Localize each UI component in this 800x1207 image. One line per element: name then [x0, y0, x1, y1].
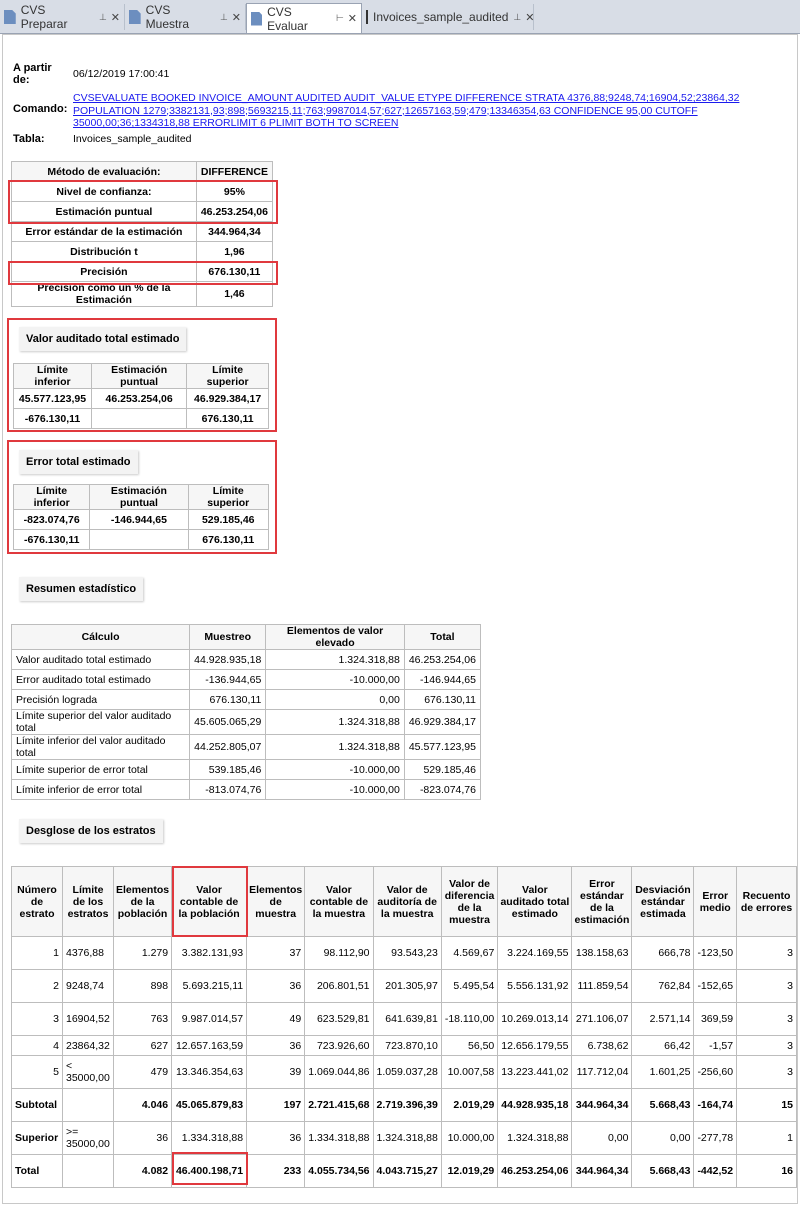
- column-header: Estimación puntual: [91, 364, 186, 389]
- table-cell: 37: [247, 937, 305, 970]
- row-value: 676.130,11: [196, 262, 272, 282]
- table-cell: Precisión lograda: [12, 690, 190, 710]
- table-cell: 233: [247, 1155, 305, 1188]
- table-cell: Límite superior de error total: [12, 760, 190, 780]
- table-row: [12, 780, 481, 800]
- table-cell: 2.571,14: [632, 1003, 694, 1036]
- row-value: 46.253.254,06: [196, 202, 272, 222]
- table-cell: 1.059.037,28: [373, 1056, 441, 1089]
- table-cell: 46.253.254,06: [404, 650, 480, 670]
- table-cell: 98.112,90: [305, 937, 373, 970]
- table-cell: 4376,88: [63, 937, 114, 970]
- table-cell: 46.400.198,71: [172, 1155, 247, 1188]
- total-row: [12, 1155, 797, 1188]
- table-cell: 39: [247, 1056, 305, 1089]
- table-cell: 723.926,60: [305, 1036, 373, 1056]
- table-cell: 138.158,63: [572, 937, 632, 970]
- row-label: Nivel de confianza:: [12, 182, 197, 202]
- table-cell: 2: [12, 970, 63, 1003]
- table-cell: 529.185,46: [188, 510, 268, 530]
- error-total-table: [13, 484, 269, 550]
- column-header: Límite inferior: [14, 485, 90, 510]
- table-row: [12, 182, 273, 202]
- tab-cvs-preparar[interactable]: [0, 4, 125, 30]
- pin-icon[interactable]: ⊥: [219, 11, 228, 22]
- table-cell: 0,00: [632, 1122, 694, 1155]
- row-value: 1,96: [196, 242, 272, 262]
- table-cell: 763: [114, 1003, 172, 1036]
- table-cell: 46.253.254,06: [91, 389, 186, 409]
- table-cell: 1.324.318,88: [266, 735, 405, 760]
- column-header: Estimación puntual: [90, 485, 188, 510]
- table-cell: [63, 1155, 114, 1188]
- table-cell: Subtotal: [12, 1089, 63, 1122]
- table-cell: 9248,74: [63, 970, 114, 1003]
- close-icon[interactable]: ✕: [231, 11, 241, 24]
- table-cell: 3: [737, 937, 797, 970]
- table-cell: 539.185,46: [190, 760, 266, 780]
- table-cell: 12.019,29: [441, 1155, 497, 1188]
- column-header: Elementos de la población: [114, 867, 172, 937]
- table-cell: 44.928.935,18: [190, 650, 266, 670]
- table-cell: 45.065.879,83: [172, 1089, 247, 1122]
- table-cell: 1.324.318,88: [266, 650, 405, 670]
- tab-label: Invoices_sample_audited: [373, 10, 509, 24]
- column-header: Límite superior: [187, 364, 269, 389]
- table-cell: -277,78: [694, 1122, 737, 1155]
- column-header: Cálculo: [12, 625, 190, 650]
- table-cell: 93.543,23: [373, 937, 441, 970]
- row-label: Precisión: [12, 262, 197, 282]
- table-cell: 10.000,00: [441, 1122, 497, 1155]
- table-cell: 2.721.415,68: [305, 1089, 373, 1122]
- table-cell: -10.000,00: [266, 760, 405, 780]
- table-row: [12, 1056, 797, 1089]
- table-cell: 4.043.715,27: [373, 1155, 441, 1188]
- table-cell: 0,00: [266, 690, 405, 710]
- superior-row: [12, 1122, 797, 1155]
- table-cell: 898: [114, 970, 172, 1003]
- table-header-row: [14, 485, 269, 510]
- tab-label: CVS Evaluar: [267, 4, 308, 33]
- table-cell: 479: [114, 1056, 172, 1089]
- table-cell: 46.253.254,06: [498, 1155, 572, 1188]
- row-label: Error estándar de la estimación: [12, 222, 197, 242]
- table-cell: 676.130,11: [190, 690, 266, 710]
- close-icon[interactable]: ✕: [347, 13, 357, 25]
- table-cell: 23864,32: [63, 1036, 114, 1056]
- table-cell: -676.130,11: [14, 409, 92, 429]
- column-header: Elementos de muestra: [247, 867, 305, 937]
- table-cell: 46.929.384,17: [187, 389, 269, 409]
- table-cell: 206.801,51: [305, 970, 373, 1003]
- table-cell: 2.019,29: [441, 1089, 497, 1122]
- subtotal-row: [12, 1089, 797, 1122]
- table-cell: 46.929.384,17: [404, 710, 480, 735]
- table-header-row: [12, 867, 797, 937]
- tab-invoices-sample-audited[interactable]: [362, 4, 534, 30]
- table-cell: -256,60: [694, 1056, 737, 1089]
- table-cell: 666,78: [632, 937, 694, 970]
- table-cell: 45.577.123,95: [14, 389, 92, 409]
- table-cell: 117.712,04: [572, 1056, 632, 1089]
- table-cell: 111.859,54: [572, 970, 632, 1003]
- table-cell: 762,84: [632, 970, 694, 1003]
- summary-title: Resumen estadístico: [19, 577, 143, 601]
- a-partir-label: A partir de:: [13, 62, 52, 86]
- table-cell: -146.944,65: [404, 670, 480, 690]
- table-cell: 197: [247, 1089, 305, 1122]
- table-cell: 271.106,07: [572, 1003, 632, 1036]
- table-cell: 44.928.935,18: [498, 1089, 572, 1122]
- table-cell: 3.224.169,55: [498, 937, 572, 970]
- table-cell: 5.556.131,92: [498, 970, 572, 1003]
- table-cell: [63, 1089, 114, 1122]
- evaluation-table: [11, 161, 273, 307]
- pin-icon[interactable]: ⊥: [513, 11, 522, 22]
- table-cell: 10.007,58: [441, 1056, 497, 1089]
- table-cell: Límite superior del valor auditado total: [12, 710, 190, 735]
- table-cell: 49: [247, 1003, 305, 1036]
- column-header: Recuento de errores: [737, 867, 797, 937]
- column-header: Error estándar de la estimación: [572, 867, 632, 937]
- table-cell: 16904,52: [63, 1003, 114, 1036]
- table-cell: 1.334.318,88: [305, 1122, 373, 1155]
- column-header: Límite de los estratos: [63, 867, 114, 937]
- table-cell: 641.639,81: [373, 1003, 441, 1036]
- strata-table: [11, 866, 797, 1188]
- close-icon[interactable]: ✕: [110, 11, 120, 24]
- table-cell: Límite inferior del valor auditado total: [12, 735, 190, 760]
- table-cell: 4.055.734,56: [305, 1155, 373, 1188]
- table-cell: -136.944,65: [190, 670, 266, 690]
- table-cell: 1.601,25: [632, 1056, 694, 1089]
- table-row: [12, 690, 481, 710]
- table-row: [12, 1003, 797, 1036]
- table-cell: 10.269.013,14: [498, 1003, 572, 1036]
- table-cell: 13.346.354,63: [172, 1056, 247, 1089]
- table-row: [12, 1036, 797, 1056]
- table-cell: Total: [12, 1155, 63, 1188]
- column-header: Valor de diferencia de la muestra: [441, 867, 497, 937]
- document-icon: [251, 12, 262, 26]
- table-cell: Valor auditado total estimado: [12, 650, 190, 670]
- row-label: Estimación puntual: [12, 202, 197, 222]
- table-cell: 4.082: [114, 1155, 172, 1188]
- column-header: Muestreo: [190, 625, 266, 650]
- column-header: Valor auditado total estimado: [498, 867, 572, 937]
- tab-label: CVS Muestra: [145, 3, 190, 31]
- table-cell: 3: [12, 1003, 63, 1036]
- table-row: [12, 937, 797, 970]
- column-header: Total: [404, 625, 480, 650]
- comando-label: Comando:: [13, 103, 68, 115]
- table-cell: 6.738,62: [572, 1036, 632, 1056]
- table-cell: 623.529,81: [305, 1003, 373, 1036]
- table-cell: 45.605.065,29: [190, 710, 266, 735]
- table-cell: 344.964,34: [572, 1155, 632, 1188]
- table-row: [14, 409, 269, 429]
- document-icon: [4, 10, 16, 24]
- table-row: [12, 202, 273, 222]
- table-row: [12, 222, 273, 242]
- table-cell: 1.279: [114, 937, 172, 970]
- table-row: [12, 670, 481, 690]
- table-cell: -18.110,00: [441, 1003, 497, 1036]
- audited-total-title: Valor auditado total estimado: [19, 327, 186, 351]
- table-cell: 1.324.318,88: [266, 710, 405, 735]
- column-header: Elementos de valor elevado: [266, 625, 405, 650]
- table-cell: [90, 530, 188, 550]
- table-cell: 369,59: [694, 1003, 737, 1036]
- strata-title: Desglose de los estratos: [19, 819, 163, 843]
- table-cell: 627: [114, 1036, 172, 1056]
- table-cell: -164,74: [694, 1089, 737, 1122]
- table-cell: 676.130,11: [187, 409, 269, 429]
- table-cell: >= 35000,00: [63, 1122, 114, 1155]
- table-cell: 5.495,54: [441, 970, 497, 1003]
- table-cell: 15: [737, 1089, 797, 1122]
- table-cell: 13.223.441,02: [498, 1056, 572, 1089]
- summary-table: [11, 624, 481, 800]
- close-icon[interactable]: ✕: [525, 11, 535, 24]
- tab-cvs-evaluar[interactable]: [246, 3, 362, 33]
- column-header: Valor contable de la población: [172, 867, 247, 937]
- table-cell: 45.577.123,95: [404, 735, 480, 760]
- table-cell: 36: [247, 970, 305, 1003]
- table-cell: 676.130,11: [404, 690, 480, 710]
- table-cell: -123,50: [694, 937, 737, 970]
- row-label: Precisión como un % de la Estimación: [12, 282, 197, 307]
- table-row: [12, 262, 273, 282]
- table-cell: -823.074,76: [404, 780, 480, 800]
- table-cell: -10.000,00: [266, 780, 405, 800]
- column-header: Valor contable de la muestra: [305, 867, 373, 937]
- table-cell: 3: [737, 1056, 797, 1089]
- column-header: Límite superior: [188, 485, 268, 510]
- table-cell: 36: [247, 1036, 305, 1056]
- tab-cvs-muestra[interactable]: [125, 4, 246, 30]
- table-cell: 676.130,11: [188, 530, 268, 550]
- table-row: [14, 389, 269, 409]
- table-cell: [91, 409, 186, 429]
- tabla-label: Tabla:: [13, 133, 45, 145]
- table-cell: -1,57: [694, 1036, 737, 1056]
- table-cell: 44.252.805,07: [190, 735, 266, 760]
- table-row: [12, 970, 797, 1003]
- table-row: [12, 650, 481, 670]
- table-cell: 201.305,97: [373, 970, 441, 1003]
- table-cell: -813.074,76: [190, 780, 266, 800]
- table-row: [14, 530, 269, 550]
- table-cell: 0,00: [572, 1122, 632, 1155]
- a-partir-value: 06/12/2019 17:00:41: [73, 68, 170, 80]
- pin-icon[interactable]: ⊥: [98, 11, 107, 22]
- table-cell: 723.870,10: [373, 1036, 441, 1056]
- table-cell: Límite inferior de error total: [12, 780, 190, 800]
- column-header: Desviación estándar estimada: [632, 867, 694, 937]
- column-header: Valor de auditoría de la muestra: [373, 867, 441, 937]
- table-cell: 1.324.318,88: [373, 1122, 441, 1155]
- table-cell: 56,50: [441, 1036, 497, 1056]
- table-cell: 1.324.318,88: [498, 1122, 572, 1155]
- table-cell: -146.944,65: [90, 510, 188, 530]
- table-cell: -823.074,76: [14, 510, 90, 530]
- column-header: Número de estrato: [12, 867, 63, 937]
- table-icon: [366, 10, 368, 24]
- evaluation-header-row: [12, 162, 273, 182]
- table-cell: 12.657.163,59: [172, 1036, 247, 1056]
- table-cell: 3: [737, 970, 797, 1003]
- table-cell: 529.185,46: [404, 760, 480, 780]
- table-cell: < 35000,00: [63, 1056, 114, 1089]
- table-cell: 5: [12, 1056, 63, 1089]
- table-cell: 5.668,43: [632, 1155, 694, 1188]
- table-cell: 66,42: [632, 1036, 694, 1056]
- table-cell: -442,52: [694, 1155, 737, 1188]
- method-label: Método de evaluación:: [12, 162, 197, 182]
- table-cell: 344.964,34: [572, 1089, 632, 1122]
- table-row: [14, 510, 269, 530]
- row-label: Distribución t: [12, 242, 197, 262]
- method-value: DIFFERENCE: [196, 162, 272, 182]
- table-cell: 36: [247, 1122, 305, 1155]
- row-value: 1,46: [196, 282, 272, 307]
- table-cell: Superior: [12, 1122, 63, 1155]
- pin-icon[interactable]: ⊢: [335, 13, 344, 23]
- column-header: Límite inferior: [14, 364, 92, 389]
- table-cell: -676.130,11: [14, 530, 90, 550]
- table-cell: 9.987.014,57: [172, 1003, 247, 1036]
- table-cell: -152,65: [694, 970, 737, 1003]
- tab-label: CVS Preparar: [20, 3, 68, 31]
- error-total-title: Error total estimado: [19, 450, 138, 474]
- table-cell: 1.069.044,86: [305, 1056, 373, 1089]
- tabla-value: Invoices_sample_audited: [73, 133, 192, 145]
- table-row: [12, 710, 481, 735]
- tab-bar: [0, 0, 800, 34]
- table-header-row: [12, 625, 481, 650]
- table-row: [12, 282, 273, 307]
- table-cell: 12.656.179,55: [498, 1036, 572, 1056]
- table-cell: 4.569,67: [441, 937, 497, 970]
- row-value: 95%: [196, 182, 272, 202]
- table-cell: 4.046: [114, 1089, 172, 1122]
- audited-total-table: [13, 363, 269, 429]
- table-cell: 1: [737, 1122, 797, 1155]
- table-cell: Error auditado total estimado: [12, 670, 190, 690]
- comando-link[interactable]: CVSEVALUATE BOOKED INVOICE_AMOUNT AUDITED AUDIT_VALUE ETYPE DIFFERENCE STRATA 4376,88;9248,74;16904,52;23864,32 POPULATION 1279;3382131,93;898;5693215,11;763;9987014,57;627;12657163,59;479;13346354,63 CONFIDENCE 95,00 CUTOFF 35000,00;36;1334318,88 ERRORLIMIT 6 PLIMIT BOTH TO SCREEN: [73, 92, 740, 129]
- table-row: [12, 760, 481, 780]
- table-cell: 3.382.131,93: [172, 937, 247, 970]
- table-row: [12, 735, 481, 760]
- table-header-row: [14, 364, 269, 389]
- row-value: 344.964,34: [196, 222, 272, 242]
- document-icon: [129, 10, 141, 24]
- table-cell: 1: [12, 937, 63, 970]
- table-cell: 3: [737, 1003, 797, 1036]
- table-row: [12, 242, 273, 262]
- table-cell: 16: [737, 1155, 797, 1188]
- table-cell: 36: [114, 1122, 172, 1155]
- column-header: Error medio: [694, 867, 737, 937]
- table-cell: 1.334.318,88: [172, 1122, 247, 1155]
- table-cell: -10.000,00: [266, 670, 405, 690]
- table-cell: 2.719.396,39: [373, 1089, 441, 1122]
- table-cell: 5.668,43: [632, 1089, 694, 1122]
- table-cell: 4: [12, 1036, 63, 1056]
- table-cell: 5.693.215,11: [172, 970, 247, 1003]
- table-cell: 3: [737, 1036, 797, 1056]
